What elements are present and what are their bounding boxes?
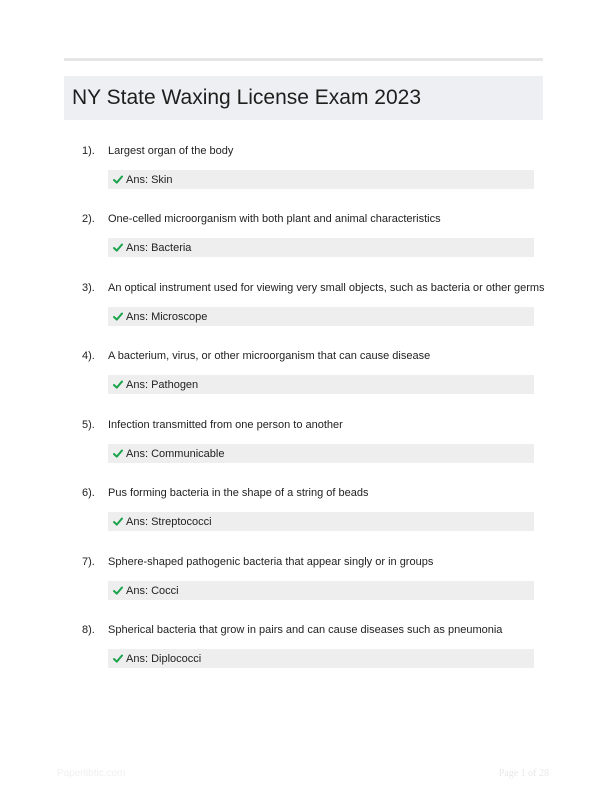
answer-text: Ans: Cocci: [126, 584, 179, 597]
answer-box: [108, 170, 534, 189]
question-number: 1).: [82, 145, 95, 157]
page-number: Page 1 of 28: [498, 768, 549, 779]
question-text: Spherical bacteria that grow in pairs and can cause diseases such as pneumonia: [108, 624, 503, 636]
question-text: An optical instrument used for viewing very small objects, such as bacteria or other germs: [108, 282, 545, 294]
answer-text: Ans: Skin: [126, 173, 173, 186]
question-text: Sphere-shaped pathogenic bacteria that appear singly or in groups: [108, 556, 434, 568]
check-icon: [113, 175, 123, 184]
question-text: Infection transmitted from one person to another: [108, 419, 343, 431]
answer-box: [108, 238, 534, 257]
answer-box: [108, 512, 534, 531]
answer-box: [108, 581, 534, 600]
question-number: 4).: [82, 350, 95, 362]
footer-watermark: Paperlibtic.com: [57, 768, 126, 779]
answer-text: Ans: Microscope: [126, 310, 208, 323]
page-title: NY State Waxing License Exam 2023: [72, 86, 422, 109]
check-icon: [113, 312, 123, 321]
check-icon: [113, 654, 123, 663]
check-icon: [113, 380, 123, 389]
question-text: Largest organ of the body: [108, 145, 234, 157]
question-text: One-celled microorganism with both plant and animal characteristics: [108, 213, 441, 225]
question-number: 7).: [82, 556, 95, 568]
question-text: A bacterium, virus, or other microorganism that can cause disease: [108, 350, 431, 362]
title-banner: [64, 76, 543, 120]
answer-box: [108, 375, 534, 394]
answer-text: Ans: Pathogen: [126, 378, 199, 391]
check-icon: [113, 243, 123, 252]
check-icon: [113, 449, 123, 458]
answer-box: [108, 444, 534, 463]
answer-text: Ans: Diplococci: [126, 652, 202, 665]
answer-text: Ans: Streptococci: [126, 515, 212, 528]
question-number: 8).: [82, 624, 95, 636]
answer-box: [108, 649, 534, 668]
question-number: 5).: [82, 419, 95, 431]
check-icon: [113, 517, 123, 526]
question-text: Pus forming bacteria in the shape of a string of beads: [108, 487, 369, 499]
question-number: 2).: [82, 213, 95, 225]
answer-box: [108, 307, 534, 326]
question-number: 6).: [82, 487, 95, 499]
answer-text: Ans: Communicable: [126, 447, 225, 460]
check-icon: [113, 586, 123, 595]
question-number: 3).: [82, 282, 95, 294]
answer-text: Ans: Bacteria: [126, 241, 192, 254]
top-divider: [64, 58, 543, 61]
